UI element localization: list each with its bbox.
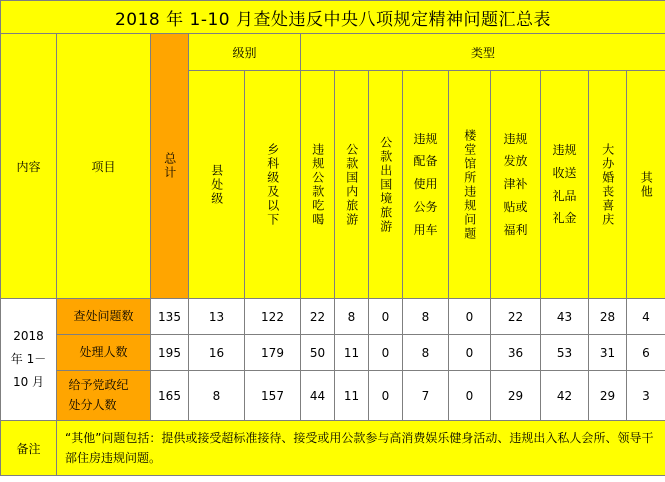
header-type-group: 类型 xyxy=(301,34,665,71)
period-cell xyxy=(1,299,57,421)
level-township-label: 乡科级及以下 xyxy=(265,142,280,227)
table-cell: 0 xyxy=(369,335,403,371)
row-item-disciplined xyxy=(57,371,151,421)
table-cell: 195 xyxy=(151,335,189,371)
level-county-label: 县处级 xyxy=(209,163,224,206)
table-cell: 53 xyxy=(541,335,589,371)
table-cell: 0 xyxy=(369,371,403,421)
type-other-label: 其他 xyxy=(639,170,654,199)
table-cell: 3 xyxy=(627,371,665,421)
table-cell: 8 xyxy=(403,335,449,371)
type-banquet-label: 违规公款吃喝 xyxy=(310,142,325,227)
table-cell: 157 xyxy=(245,371,301,421)
type-weddings-label: 大办婚丧喜庆 xyxy=(600,142,615,227)
row-item-people: 处理人数 xyxy=(57,335,151,371)
table-cell: 28 xyxy=(589,299,627,335)
type-buildings-label: 楼堂馆所违规问题 xyxy=(462,128,477,241)
type-allowance-label: 违规发放津补贴或福利 xyxy=(503,131,528,237)
header-level-township xyxy=(245,71,301,299)
table-cell: 43 xyxy=(541,299,589,335)
note-label: 备注 xyxy=(1,421,57,476)
type-official-car-label: 违规配备使用公务用车 xyxy=(413,131,438,237)
header-level-group: 级别 xyxy=(189,34,301,71)
table-cell: 4 xyxy=(627,299,665,335)
header-type-buildings xyxy=(449,71,491,299)
header-type-domestic-travel xyxy=(335,71,369,299)
table-cell: 8 xyxy=(335,299,369,335)
table-cell: 135 xyxy=(151,299,189,335)
row-item-cases: 查处问题数 xyxy=(57,299,151,335)
table-title: 2018 年 1-10 月查处违反中央八项规定精神问题汇总表 xyxy=(1,1,665,34)
table-cell: 6 xyxy=(627,335,665,371)
header-type-abroad-travel xyxy=(369,71,403,299)
table-cell: 0 xyxy=(449,371,491,421)
table-cell: 8 xyxy=(403,299,449,335)
table-cell: 0 xyxy=(369,299,403,335)
header-level-county xyxy=(189,71,245,299)
table-cell: 0 xyxy=(449,335,491,371)
table-cell: 22 xyxy=(301,299,335,335)
header-type-weddings xyxy=(589,71,627,299)
table-cell: 0 xyxy=(449,299,491,335)
row-item-disciplined-label: 给予党政纪处分人数 xyxy=(68,378,129,412)
header-content: 内容 xyxy=(1,34,57,299)
header-type-official-car xyxy=(403,71,449,299)
header-type-banquet xyxy=(301,71,335,299)
table-cell: 13 xyxy=(189,299,245,335)
header-total-label: 总计 xyxy=(162,152,177,180)
header-type-other xyxy=(627,71,665,299)
table-cell: 50 xyxy=(301,335,335,371)
type-domestic-travel-label: 公款国内旅游 xyxy=(344,142,359,227)
table-cell: 179 xyxy=(245,335,301,371)
table-cell: 165 xyxy=(151,371,189,421)
table-cell: 7 xyxy=(403,371,449,421)
table-cell: 22 xyxy=(491,299,541,335)
table-cell: 44 xyxy=(301,371,335,421)
note-text: “其他”问题包括：提供或接受超标准接待、接受或用公款参与高消费娱乐健身活动、违规出入私人会所、领导干部住房违规问题。 xyxy=(57,421,665,476)
header-total xyxy=(151,34,189,299)
table-cell: 36 xyxy=(491,335,541,371)
period-label: 2018 年 1－10 月 xyxy=(10,329,47,389)
header-type-gifts xyxy=(541,71,589,299)
header-item: 项目 xyxy=(57,34,151,299)
table-cell: 16 xyxy=(189,335,245,371)
table-cell: 11 xyxy=(335,335,369,371)
table-cell: 42 xyxy=(541,371,589,421)
table-cell: 31 xyxy=(589,335,627,371)
type-gifts-label: 违规收送礼品礼金 xyxy=(552,142,577,226)
table-cell: 29 xyxy=(589,371,627,421)
header-type-allowance xyxy=(491,71,541,299)
table-cell: 122 xyxy=(245,299,301,335)
table-cell: 11 xyxy=(335,371,369,421)
type-abroad-travel-label: 公款出国境旅游 xyxy=(378,135,393,234)
table-cell: 29 xyxy=(491,371,541,421)
table-cell: 8 xyxy=(189,371,245,421)
